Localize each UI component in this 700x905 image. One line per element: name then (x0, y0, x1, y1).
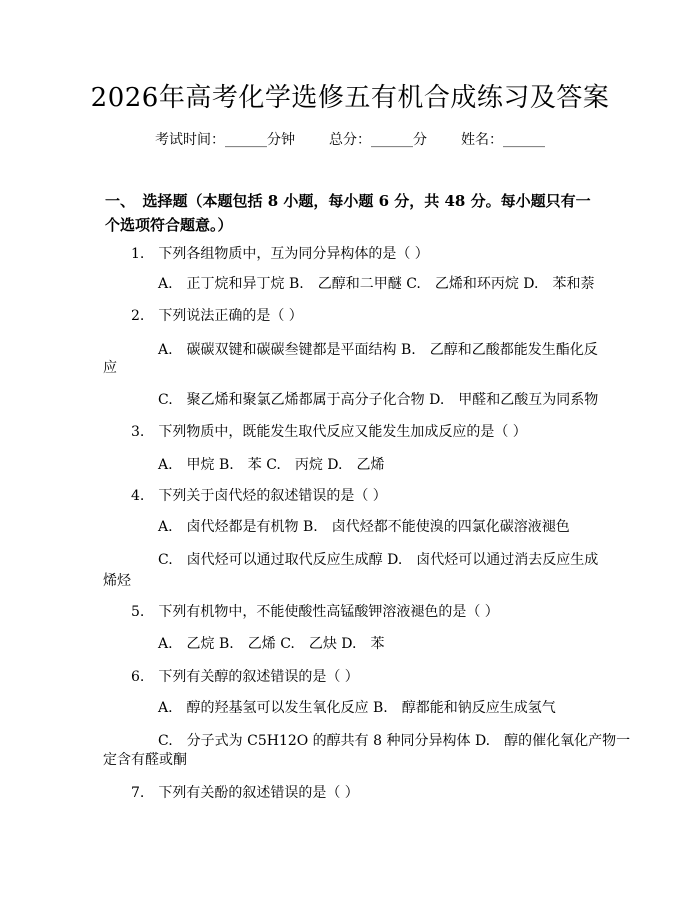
question-6-stem: 6. 下列有关醇的叙述错误的是（ ） (131, 669, 359, 685)
question-7-stem: 7. 下列有关酚的叙述错误的是（ ） (131, 785, 359, 801)
question-5-options: A. 乙烷 B. 乙烯 C. 乙炔 D. 苯 (158, 636, 385, 652)
question-2-options-ab-cont: 应 (103, 360, 117, 376)
question-4-options-cd: C. 卤代烃可以通过取代反应生成醇 D. 卤代烃可以通过消去反应生成 (158, 552, 599, 568)
document-title: 2026年高考化学选修五有机合成练习及答案 (90, 83, 610, 113)
exam-time: 考试时间：______分钟 (155, 132, 295, 148)
question-2-options-ab: A. 碳碳双键和碳碳叁键都是平面结构 B. 乙醇和乙酸都能发生酯化反 (158, 342, 598, 358)
question-4-stem: 4. 下列关于卤代烃的叙述错误的是（ ） (131, 488, 387, 504)
question-6-options-cd: C. 分子式为 C5H12O 的醇共有 8 种同分异构体 D. 醇的催化氧化产物一 (158, 733, 631, 749)
question-3-stem: 3. 下列物质中，既能发生取代反应又能发生加成反应的是（ ） (131, 424, 527, 440)
question-1-options: A. 正丁烷和异丁烷 B. 乙醇和二甲醚 C. 乙烯和环丙烷 D. 苯和萘 (158, 276, 595, 292)
exam-name: 姓名：______ (461, 132, 545, 148)
section-heading: 一、 选择题（本题包括 8 小题，每小题 6 分，共 48 分。每小题只有一个选项符合题意。） (105, 192, 591, 234)
question-6-options-cd-cont: 定含有醛或酮 (103, 752, 187, 768)
question-5-stem: 5. 下列有机物中，不能使酸性高锰酸钾溶液褪色的是（ ） (131, 604, 499, 620)
question-2-stem: 2. 下列说法正确的是（ ） (131, 308, 303, 324)
exam-score: 总分：______分 (329, 132, 427, 148)
question-4-options-ab: A. 卤代烃都是有机物 B. 卤代烃都不能使溴的四氯化碳溶液褪色 (158, 519, 570, 535)
question-2-options-cd: C. 聚乙烯和聚氯乙烯都属于高分子化合物 D. 甲醛和乙酸互为同系物 (158, 392, 599, 408)
question-6-options-ab: A. 醇的羟基氢可以发生氧化反应 B. 醇都能和钠反应生成氢气 (158, 700, 556, 716)
exam-info (0, 130, 700, 150)
question-4-options-cd-cont: 烯烃 (103, 573, 131, 589)
question-3-options: A. 甲烷 B. 苯 C. 丙烷 D. 乙烯 (158, 457, 385, 473)
question-1-stem: 1. 下列各组物质中，互为同分异构体的是（ ） (131, 246, 429, 262)
